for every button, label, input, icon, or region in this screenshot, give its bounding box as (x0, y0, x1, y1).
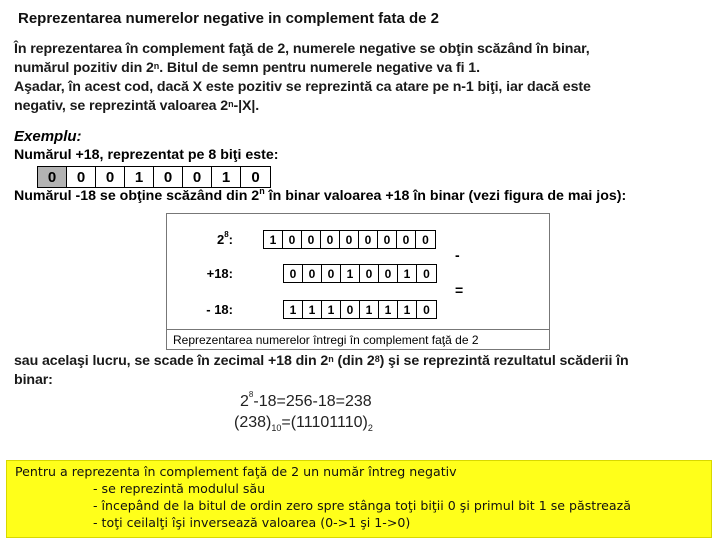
bit-cell: 1 (398, 301, 417, 318)
example-line-2: Numărul -18 se obţine scăzând din 2$^n$ în binar valoarea +18 în binar (vezi figura de mai jos): (14, 186, 627, 204)
bit-cell: 0 (397, 231, 416, 248)
bit-cell: 1 (360, 301, 379, 318)
bit-row-256 (263, 230, 436, 249)
note-line-4: - toţi ceilalţi îşi inversează valoarea (0->1 şi 1->0) (93, 515, 411, 530)
rule-note-box (6, 460, 712, 538)
bit-cell: 0 (379, 265, 398, 282)
bit-cell: 0 (341, 301, 360, 318)
equals-sign: = (455, 282, 464, 298)
bit-row-plus18 (37, 166, 271, 188)
intro-line-2: numărul pozitiv din 2$^n$. Bitul de semn pentru numerele negative va fi 1. (14, 60, 480, 76)
note-line-2: - se reprezintă modulul său (93, 481, 266, 496)
figure-caption: Reprezentarea numerelor întregi în complement faţă de 2 (167, 329, 549, 347)
figure-row-minus18 (167, 300, 437, 319)
bit-row-minus18 (283, 300, 437, 319)
bit-cell: 1 (341, 265, 360, 282)
bit-cell: 0 (359, 231, 378, 248)
bit-cell: 1 (398, 265, 417, 282)
bit-cell: 0 (183, 167, 212, 187)
example-line-1: Numărul +18, reprezentat pe 8 biţi este: (14, 147, 279, 163)
bit-cell: 0 (283, 231, 302, 248)
bit-cell: 0 (378, 231, 397, 248)
bit-cell: 0 (340, 231, 359, 248)
bit-row-plus18-fig (283, 264, 437, 283)
note-line-3: - începând de la bitul de ordin zero spre stânga toţi biţii 0 şi primul bit 1 se păstrează (93, 498, 631, 513)
bit-cell: 1 (125, 167, 154, 187)
slide-title: Reprezentarea numerelor negative in complement fata de 2 (18, 10, 439, 27)
formula-binary: $(238)_{10}=(11101110)_2$ (234, 414, 373, 433)
bit-cell: 0 (96, 167, 125, 187)
intro-line-1: În reprezentarea în complement faţă de 2, numerele negative se obţin scăzând în binar, (14, 41, 590, 57)
intro-line-4: negativ, se reprezintă valoarea 2$^n$-|X|. (14, 98, 260, 114)
subtraction-figure (166, 213, 550, 350)
figure-row-label: +18: (206, 266, 233, 281)
after-line-1: sau acelaşi lucru, se scade în zecimal +18 din 2$^n$ (din $2^8$) şi se reprezintă rezultatul scăderii în (14, 353, 629, 369)
minus-sign: - (455, 247, 460, 263)
bit-cell: 0 (154, 167, 183, 187)
bit-cell: 0 (241, 167, 270, 187)
bit-cell: 0 (360, 265, 379, 282)
after-paragraph (14, 352, 694, 390)
bit-cell: 0 (284, 265, 303, 282)
intro-paragraph (14, 40, 694, 116)
bit-cell: 1 (303, 301, 322, 318)
figure-row-plus18 (167, 264, 437, 283)
figure-row-label: - 18: (206, 302, 233, 317)
bit-cell: 0 (67, 167, 96, 187)
figure-row-2-pow-8 (167, 230, 436, 249)
bit-cell: 1 (264, 231, 283, 248)
bit-cell: 0 (322, 265, 341, 282)
intro-line-3: Aşadar, în acest cod, dacă X este pozitiv se reprezintă ca atare pe n-1 biţi, iar dacă este (14, 79, 591, 95)
bit-cell: 0 (321, 231, 340, 248)
bit-cell: 1 (379, 301, 398, 318)
bit-cell: 0 (38, 167, 67, 187)
bit-cell: 0 (423, 266, 430, 281)
bit-cell: 0 (302, 231, 321, 248)
example-label: Exemplu: (14, 128, 82, 145)
figure-row-label: $2^8$: (216, 230, 233, 247)
bit-cell: 0 (423, 302, 430, 317)
bit-cell: 0 (303, 265, 322, 282)
formula-decimal: $2^8-18=256-18=238$ (240, 390, 372, 410)
bit-cell: 0 (422, 232, 429, 247)
note-line-1: Pentru a reprezenta în complement faţă de 2 un număr întreg negativ (15, 464, 457, 479)
bit-cell: 1 (284, 301, 303, 318)
after-line-2: binar: (14, 372, 53, 388)
bit-cell: 1 (212, 167, 241, 187)
bit-cell: 1 (322, 301, 341, 318)
